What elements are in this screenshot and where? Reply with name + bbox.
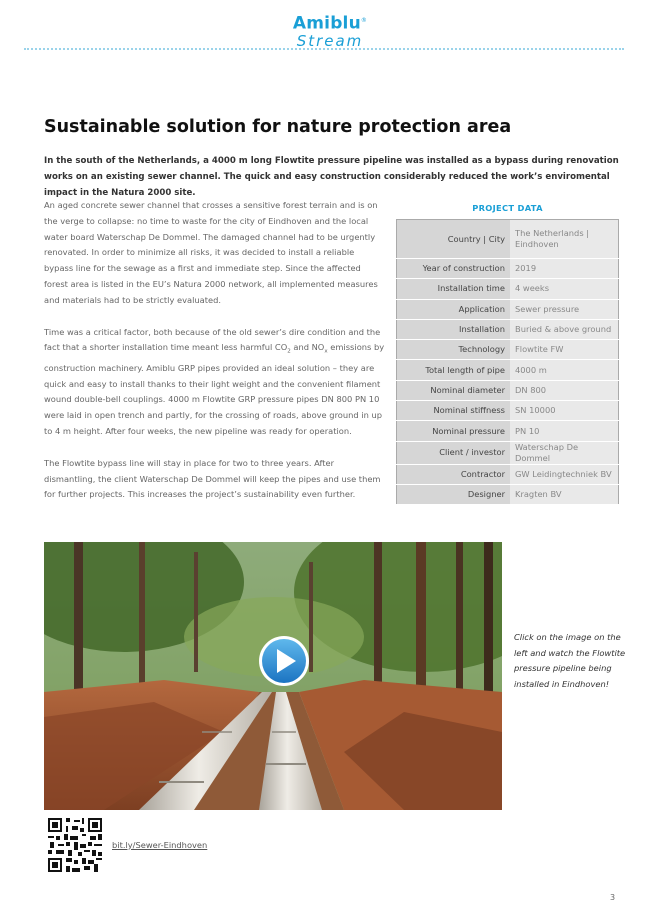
project-data-value: 4 weeks: [510, 279, 619, 299]
project-data-label: Designer: [397, 484, 511, 504]
project-data-row: [397, 464, 619, 484]
project-data-value: Kragten BV: [510, 484, 619, 504]
project-data-value: Buried & above ground: [510, 319, 619, 339]
project-data-row: [397, 340, 619, 360]
project-data-label: Total length of pipe: [397, 360, 511, 380]
project-data-label: Installation: [397, 319, 511, 339]
project-data-row: [397, 380, 619, 400]
project-data-row: [397, 220, 619, 259]
header-divider: [24, 48, 624, 50]
project-data-row: [397, 421, 619, 441]
logo-registered-mark: ®: [360, 17, 368, 24]
paragraph-2-part-c: emissions by construction machinery. Amiblu GRP pipes provided an ideal solution – they are quick and easy to install thanks to their light weight and the convenient filament wound double-bell couplings. 4000 m Flowtite GRP pressure pipes DN 800 PN 10 were laid in open trench and partly, for the crossing of roads, above ground in up to 4 m height. After four weeks, the new pipeline was ready for operation.: [44, 342, 385, 437]
play-button[interactable]: [257, 634, 311, 688]
page-number: 3: [610, 893, 616, 902]
nox-subscript: x: [324, 349, 328, 356]
logo-brand: Amiblu: [292, 13, 361, 34]
project-data-value: Flowtite FW: [510, 340, 619, 360]
project-data-value: The Netherlands | Eindhoven: [510, 220, 619, 259]
logo-subtitle: Stream: [296, 31, 364, 50]
paragraph-2-part-b: and NO: [290, 342, 325, 353]
project-data-label: Technology: [397, 340, 511, 360]
project-data-label: Nominal pressure: [397, 421, 511, 441]
project-data-value: GW Leidingtechniek BV: [510, 464, 619, 484]
project-data-value: SN 10000: [510, 401, 619, 421]
project-data-label: Nominal stiffness: [397, 401, 511, 421]
project-data-label: Installation time: [397, 279, 511, 299]
project-data-label: Contractor: [397, 464, 511, 484]
project-data-row: [397, 484, 619, 504]
project-data-row: [397, 360, 619, 380]
project-data-label: Year of construction: [397, 259, 511, 279]
project-data-value: 4000 m: [510, 360, 619, 380]
project-data-row: [397, 299, 619, 319]
project-data-value: DN 800: [510, 380, 619, 400]
video-caption: Click on the image on the left and watch the Flowtite pressure pipeline being installed in Eindhoven!: [514, 632, 626, 689]
project-data-row: [397, 441, 619, 464]
article-body: [44, 198, 386, 519]
project-data-row: [397, 401, 619, 421]
project-data-row: [397, 319, 619, 339]
article-lead: In the south of the Netherlands, a 4000 m long Flowtite pressure pipeline was installed as a bypass during renovation works on an existing sewer channel. The quick and easy construction considerably reduced the work’s enviromental impact in the Natura 2000 site.: [44, 156, 619, 198]
project-data-label: Nominal diameter: [397, 380, 511, 400]
project-data-title: PROJECT DATA: [472, 203, 543, 213]
project-data-value: Waterschap De Dommel: [510, 441, 619, 464]
article-title: Sustainable solution for nature protection area: [44, 117, 512, 137]
project-data-value: PN 10: [510, 421, 619, 441]
project-data-row: [397, 279, 619, 299]
project-data-table: [396, 219, 619, 505]
play-icon: [257, 634, 311, 688]
project-data-row: [397, 259, 619, 279]
article-paragraph-3: The Flowtite bypass line will stay in place for two to three years. After dismantling, the client Waterschap De Dommel will keep the pipes and use them for further projects. This increases the project’s sustainability even further.: [44, 457, 381, 500]
project-data-label: Application: [397, 299, 511, 319]
project-data-label: Country | City: [397, 220, 511, 259]
paragraph-2-part-a: Time was a critical factor, both because of the old sewer’s dire condition and the fact that a shorter installation time meant less harmful CO: [44, 326, 381, 353]
project-data-value: Sewer pressure: [510, 299, 619, 319]
article-paragraph-1: An aged concrete sewer channel that crosses a sensitive forest terrain and is on the verge to collapse: no time to waste for the city of Eindhoven and the local water board Waterschap De Dommel. The damaged channel had to be urgently renovated. In order to minimize all risks, it was decided to install a reliable bypass line for the sewage as a first and immediate step. Since the affected forest area is listed in the EU’s Natura 2000 network, all implemented measures and materials had to be strictly evaluated.: [44, 200, 378, 305]
video-thumbnail[interactable]: [44, 542, 502, 810]
project-data-label: Client / investor: [397, 441, 511, 464]
co2-subscript: 2: [287, 349, 291, 356]
qr-code-icon: [48, 818, 102, 872]
video-link[interactable]: bit.ly/Sewer-Eindhoven: [112, 840, 208, 850]
article-paragraph-2: [44, 325, 386, 440]
logo: [290, 12, 370, 49]
project-data-value: 2019: [510, 259, 619, 279]
